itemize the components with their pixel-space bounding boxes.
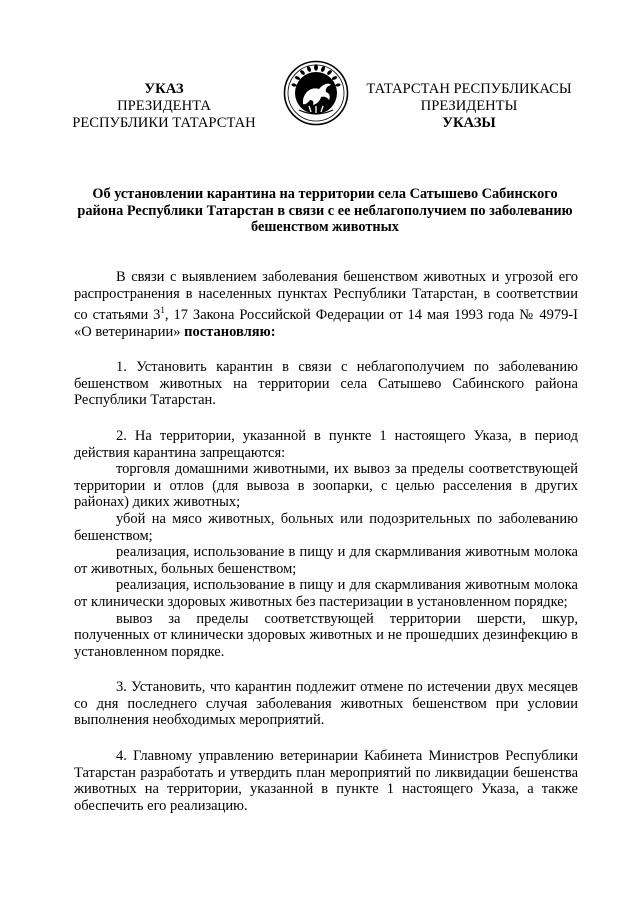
header-left-line-2: ПРЕЗИДЕНТА — [117, 98, 211, 114]
preamble-sup: 1 — [160, 305, 165, 316]
tatarstan-emblem-icon — [283, 60, 349, 126]
header-left-line-3: РЕСПУБЛИКИ ТАТАРСТАН — [72, 115, 256, 131]
paragraph-3: 3. Установить, что карантин подлежит отмене по истечении двух месяцев со дня последнего случая заболевания животных бешенством при условии выполнения необходимых мероприятий. — [74, 679, 578, 729]
decree-title: Об установлении карантина на территории села Сатышево Сабинского района Республики Татарстан в связи с ее неблагополучием по заболеванию бешенством животных — [77, 186, 573, 236]
paragraph-4: 4. Главному управлению ветеринарии Кабинета Министров Республики Татарстан разработать и утвердить план мероприятий по ликвидации бешенства животных на территории, указанной в пункте 1 настоящего Указа, а также обеспечить его реализацию. — [74, 748, 578, 814]
preamble-text-1: В связи с выявлением заболевания бешенством животных и угрозой его распространения в населенных пунктах Республики Татарстан, в соответствии со статьями 3 — [74, 269, 578, 324]
prohibition-4: реализация, использование в пищу и для скармливания животным молока от клинически здоровых животных без пастеризации в установленном порядке; — [74, 577, 578, 610]
paragraph-2: 2. На территории, указанной в пункте 1 настоящего Указа, в период действия карантина запрещаются: — [74, 427, 578, 461]
preamble-bold: постановляю: — [184, 323, 276, 340]
preamble — [74, 269, 578, 340]
prohibition-2: убой на мясо животных, больных или подозрительных по заболеванию бешенством; — [74, 510, 578, 544]
prohibition-3: реализация, использование в пищу и для скармливания животным молока от животных, больных бешенством; — [74, 544, 578, 577]
prohibition-1: торговля домашними животными, их вывоз за пределы соответствующей территории и отлов (для вывоза в зоопарки, с целью расселения в других районах) диких животных; — [74, 461, 578, 511]
decree-body — [74, 269, 578, 814]
paragraph-1: 1. Установить карантин в связи с неблагополучием по заболеванию бешенством животных на территории села Сатышево Сабинского района Республики Татарстан. — [74, 359, 578, 409]
header-right-line-1: ТАТАРСТАН РЕСПУБЛИКАСЫ — [366, 81, 572, 97]
header-tatar — [362, 81, 576, 132]
preamble-text-2: , 17 Закона Российской Федерации от 14 мая 1993 года № 4979-I «О ветеринарии» — [74, 307, 578, 340]
header-russian — [60, 81, 268, 132]
prohibition-5: вывоз за пределы соответствующей территории шерсти, шкур, полученных от клинически здоровых животных и не прошедших дезинфекцию в установленном порядке. — [74, 610, 578, 660]
header-right-line-3: УКАЗЫ — [442, 115, 496, 131]
header-left-line-1: УКАЗ — [144, 81, 184, 97]
header-right-line-2: ПРЕЗИДЕНТЫ — [420, 98, 518, 114]
